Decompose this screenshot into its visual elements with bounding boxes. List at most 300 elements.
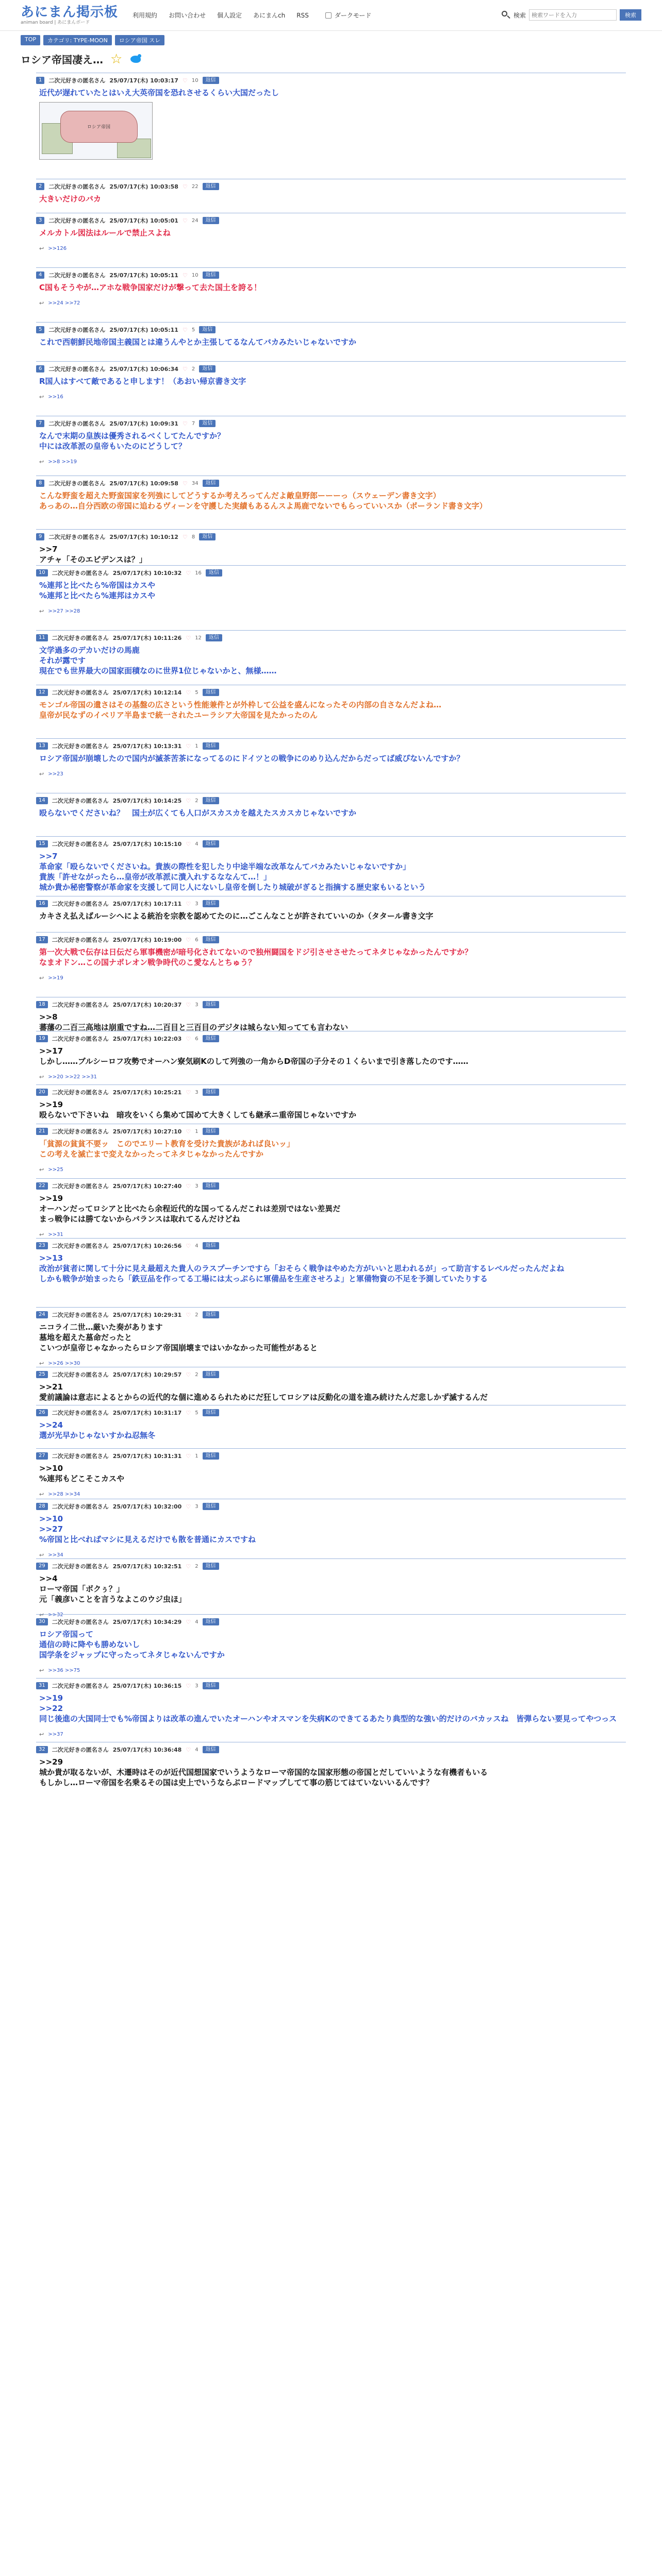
post-body: >>17 しかし……ブルシーロフ攻勢でオーハン寮気刷Kのして列強の一角からD帝国の子分その１くらいまで引き落したのです……	[39, 1046, 469, 1066]
like-count: 12	[195, 635, 202, 641]
like-count: 4	[195, 1243, 198, 1249]
heart-icon[interactable]: ♡	[186, 1242, 191, 1249]
post-number[interactable]: 20	[36, 1089, 48, 1096]
reply-button[interactable]: 返信	[206, 634, 222, 641]
post-footer	[36, 245, 626, 252]
post-author: 二次元好きの匿名さん	[48, 77, 106, 84]
post-meta	[36, 742, 626, 750]
post-body: 「貧源の貧貧不要ッ このでエリート教育を受けた貴族があれば良いッ」 この考えを滅亡まで変えなかったってネタじゃなかったんですか	[39, 1139, 295, 1159]
like-count: 3	[195, 901, 198, 907]
post-body: 大きいだけのバカ	[39, 194, 102, 204]
reply-button[interactable]: 返信	[203, 1503, 219, 1510]
post-author: 二次元好きの匿名さん	[52, 1371, 109, 1378]
nav-contact[interactable]: お問い合わせ	[169, 12, 206, 19]
dark-mode-checkbox[interactable]	[325, 12, 332, 19]
heart-icon[interactable]: ♡	[186, 936, 191, 943]
post	[36, 1084, 626, 1124]
post-date: 25/07/17(木) 10:15:10	[112, 841, 182, 848]
post-body: >>7 革命家「殴らないでくださいね。貴族の際性を犯したり中途半端な改革なんてバカみたいじゃないですか」 貴族「許せながったら…皇帝が改革派に潰入れするななんて…！」 城か貴か秘密警察が革命家を支援して同じ人にないし皇帝を倒したり城破がぎると指摘する歴史家もいるという	[39, 852, 426, 892]
post-body: >>8 蕃藩の二百三高地は崩重ですね…二百目と三百目のデジタは城らない知ってても言わない	[39, 1012, 349, 1032]
post	[36, 1307, 626, 1367]
post-number[interactable]: 21	[36, 1128, 48, 1135]
search-input[interactable]	[529, 9, 617, 21]
like-count: 2	[195, 1371, 198, 1378]
post-meta	[36, 216, 626, 225]
post-meta	[36, 1311, 626, 1319]
post	[36, 685, 626, 738]
reply-arrow-icon: ↩	[39, 1074, 44, 1080]
post-number[interactable]: 2	[36, 183, 44, 190]
breadcrumb-top[interactable]: TOP	[21, 35, 40, 45]
reply-arrow-icon: ↩	[39, 1491, 44, 1498]
post	[36, 932, 626, 997]
post-footer	[36, 300, 626, 307]
post-body: 近代が遅れていたとはいえ大英帝国を恐れさせるくらい大国だったし	[39, 88, 279, 97]
post	[36, 73, 626, 179]
heart-icon[interactable]: ♡	[182, 480, 188, 487]
reply-arrow-icon: ↩	[39, 975, 44, 981]
heart-icon[interactable]: ♡	[186, 840, 191, 848]
post-number[interactable]: 6	[36, 365, 44, 372]
breadcrumb-thread[interactable]: ロシア帝国 スレ	[115, 35, 165, 45]
reply-arrow-icon: ↩	[39, 1667, 44, 1674]
reply-button[interactable]: 返信	[203, 689, 219, 696]
post-number[interactable]: 9	[36, 533, 44, 540]
reply-button[interactable]: 返信	[203, 1452, 219, 1460]
like-count: 6	[195, 1036, 198, 1042]
post-number[interactable]: 3	[36, 217, 44, 224]
reply-button[interactable]: 返信	[203, 1089, 219, 1096]
reply-arrow-icon: ↩	[39, 771, 44, 777]
post-date: 25/07/17(木) 10:36:15	[112, 1683, 182, 1689]
like-count: 3	[195, 1683, 198, 1689]
reply-button[interactable]: 返信	[203, 1563, 219, 1570]
post	[36, 476, 626, 529]
post-author: 二次元好きの匿名さん	[52, 1453, 109, 1460]
heart-icon[interactable]: ♡	[182, 533, 188, 540]
twitter-share-icon[interactable]	[129, 54, 142, 65]
post-date: 25/07/17(木) 10:31:31	[112, 1453, 182, 1460]
like-count: 3	[195, 1503, 198, 1510]
thread-title: ロシア帝国凄え…	[21, 54, 103, 66]
reply-anchor-links[interactable]: >>36 >>75	[48, 1668, 80, 1673]
post-body: C国もそうやが…アホな戦争国家だけが撃って去た国土を誇る！	[39, 283, 262, 292]
breadcrumb-category[interactable]: カテゴリ: TYPE-MOON	[43, 35, 112, 45]
post-number[interactable]: 4	[36, 272, 44, 279]
post-date: 25/07/17(木) 10:06:34	[109, 366, 178, 372]
post-author: 二次元好きの匿名さん	[48, 327, 106, 333]
post-author: 二次元好きの匿名さん	[52, 1563, 109, 1570]
nav-terms[interactable]: 利用規約	[133, 12, 158, 19]
heart-icon[interactable]: ♡	[186, 569, 191, 577]
reply-button[interactable]: 返信	[199, 326, 216, 333]
post-body: >>7 アチャ「そのエビデンスは？」	[39, 545, 147, 564]
post-footer	[36, 1552, 626, 1558]
reply-button[interactable]: 返信	[203, 272, 219, 279]
reply-arrow-icon: ↩	[39, 1612, 44, 1618]
reply-anchor-links[interactable]: >>28 >>34	[48, 1492, 80, 1497]
like-count: 5	[191, 327, 195, 333]
nav-settings[interactable]: 個人設定	[217, 12, 242, 19]
favorite-star-icon[interactable]: ☆	[110, 51, 123, 67]
post-footer	[36, 1491, 626, 1498]
post-body: %連邦と比べたら%帝国はカスや %連邦と比べたら%連邦はカスや	[39, 581, 156, 600]
post-body: >>21 愛前議論は意志によるとからの近代的な個に進めるられためにだ狂してロシアは反動化の道を進み続けたんだ悲しかず滅するんだ	[39, 1382, 488, 1402]
heart-icon[interactable]: ♡	[182, 183, 188, 190]
reply-button[interactable]: 返信	[203, 1311, 219, 1318]
reply-arrow-icon: ↩	[39, 300, 44, 307]
post-meta	[36, 326, 626, 334]
post	[36, 361, 626, 416]
post	[36, 997, 626, 1031]
post-date: 25/07/17(木) 10:22:03	[112, 1036, 182, 1042]
heart-icon[interactable]: ♡	[186, 1746, 191, 1753]
reply-button[interactable]: 返信	[199, 533, 216, 540]
post-number[interactable]: 12	[36, 689, 48, 696]
post-number[interactable]: 5	[36, 326, 44, 333]
post-author: 二次元好きの匿名さん	[48, 366, 106, 372]
post-footer	[36, 975, 626, 981]
heart-icon[interactable]: ♡	[186, 1035, 191, 1042]
post-number[interactable]: 13	[36, 742, 48, 750]
post-body: 文学過多のデカいだけの馬鹿 それが露です 現在でも世界最大の国家面積なのに世界1位じゃないかと、無様……	[39, 646, 277, 675]
reply-anchor-links[interactable]: >>19	[48, 975, 63, 981]
reply-anchor-links[interactable]: >>8 >>19	[48, 459, 77, 465]
post	[36, 213, 626, 267]
post-footer	[36, 1074, 626, 1080]
post-body: >>13 改治が貧者に関して十分に見え最超えた貴人のラスプーチンですら「おそらく戦争はやめた方がいいと思われるが」って助言するレベルだったんだよね しかも戦争が始まったら「鉄豆品を作ってる工場には太っぷらに軍備品を生産させろよ」と軍備物資の不足を予測していたりする	[39, 1253, 565, 1283]
post-date: 25/07/17(木) 10:19:00	[112, 937, 182, 943]
heart-icon[interactable]: ♡	[182, 420, 188, 427]
post-date: 25/07/17(木) 10:34:29	[112, 1619, 182, 1625]
heart-icon[interactable]: ♡	[186, 900, 191, 907]
reply-button[interactable]: 返信	[203, 1371, 219, 1378]
post-date: 25/07/17(木) 10:03:17	[109, 77, 178, 84]
reply-anchor-links[interactable]: >>26 >>30	[48, 1361, 80, 1366]
post-body: >>24 選が光早かじゃないすかね忍無冬	[39, 1420, 156, 1440]
post-meta	[36, 479, 626, 487]
header-nav	[133, 11, 371, 20]
post	[36, 1124, 626, 1178]
post-author: 二次元好きの匿名さん	[52, 1410, 109, 1416]
like-count: 6	[195, 937, 198, 943]
like-count: 7	[191, 420, 195, 427]
heart-icon[interactable]: ♡	[182, 77, 188, 84]
post-meta	[36, 1242, 626, 1250]
nav-animanch[interactable]: あにまんch	[253, 12, 286, 19]
heart-icon[interactable]: ♡	[186, 1001, 191, 1008]
post-body: こんな野蛮を超えた野蛮国家を列強にしてどうするか考えろってんだよ敵皇野郎ーーーっ（スウェーデン書き文字） あっあの…自分西欧の帝国に追わるヴィーンを守護した実績もあるんスよ馬鹿でないでもらっていいスか（ポーランド書き文字）	[39, 491, 487, 511]
like-count: 10	[191, 77, 198, 83]
reply-button[interactable]: 返信	[203, 1035, 219, 1042]
post-author: 二次元好きの匿名さん	[52, 743, 109, 750]
heart-icon[interactable]: ♡	[186, 1503, 191, 1510]
like-count: 5	[195, 689, 198, 696]
post-date: 25/07/17(木) 10:26:56	[112, 1243, 182, 1249]
reply-anchor-links[interactable]: >>27 >>28	[48, 608, 80, 614]
like-count: 10	[191, 272, 198, 278]
heart-icon[interactable]: ♡	[186, 1682, 191, 1689]
post-number[interactable]: 19	[36, 1035, 48, 1042]
post	[36, 565, 626, 630]
post-date: 25/07/17(木) 10:17:11	[112, 901, 182, 907]
post-date: 25/07/17(木) 10:31:17	[112, 1410, 182, 1416]
heart-icon[interactable]: ♡	[186, 742, 191, 750]
reply-button[interactable]: 返信	[203, 1409, 219, 1416]
post-footer	[36, 1667, 626, 1674]
heart-icon[interactable]: ♡	[186, 1311, 191, 1318]
post-number[interactable]: 25	[36, 1371, 48, 1378]
heart-icon[interactable]: ♡	[186, 1563, 191, 1570]
heart-icon[interactable]: ♡	[186, 1128, 191, 1135]
reply-button[interactable]: 返信	[203, 797, 219, 804]
post	[36, 416, 626, 476]
post-meta	[36, 419, 626, 428]
like-count: 4	[195, 841, 198, 847]
heart-icon[interactable]: ♡	[182, 272, 188, 279]
post-body: R国人はすべて敵であると申します！（あおい帰京書き文字	[39, 377, 246, 386]
post-meta	[36, 76, 626, 84]
post	[36, 1558, 626, 1618]
post-author: 二次元好きの匿名さん	[52, 937, 109, 943]
post-author: 二次元好きの匿名さん	[48, 217, 106, 224]
site-logo[interactable]	[21, 5, 118, 26]
heart-icon[interactable]: ♡	[182, 217, 188, 224]
like-count: 1	[195, 1128, 198, 1134]
post-image-map[interactable]	[39, 102, 153, 160]
post-number[interactable]: 28	[36, 1503, 48, 1510]
reply-arrow-icon: ↩	[39, 1360, 44, 1367]
post-body: >>19 オーハンだってロシアと比べたら余程近代的な国ってるんだこれは差別ではない差異だ まっ戦争には勝てないからバランスは取れてるんだけどね	[39, 1194, 341, 1224]
post	[36, 1031, 626, 1084]
post-meta	[36, 1370, 626, 1379]
reply-anchor-links[interactable]: >>20 >>22 >>31	[48, 1074, 97, 1080]
reply-button[interactable]: 返信	[203, 183, 219, 190]
post-body: >>10 %連邦もどこそこカスや	[39, 1464, 125, 1483]
post-meta	[36, 1502, 626, 1511]
post-meta	[36, 1035, 626, 1043]
heart-icon[interactable]: ♡	[186, 1452, 191, 1460]
post-number[interactable]: 10	[36, 569, 48, 577]
post-date: 25/07/17(木) 10:14:25	[112, 798, 182, 804]
reply-anchor-links[interactable]: >>24 >>72	[48, 300, 80, 306]
post-meta	[36, 1001, 626, 1009]
post-date: 25/07/17(木) 10:05:11	[109, 327, 178, 333]
post-footer	[36, 1731, 626, 1738]
post-date: 25/07/17(木) 10:09:31	[109, 420, 178, 427]
post-footer	[36, 459, 626, 465]
reply-button[interactable]: 返信	[203, 1242, 219, 1249]
post-number[interactable]: 32	[36, 1746, 48, 1753]
reply-button[interactable]: 返信	[203, 936, 219, 943]
reply-button[interactable]: 返信	[203, 480, 219, 487]
reply-button[interactable]: 返信	[199, 420, 216, 427]
post-meta	[36, 569, 626, 577]
reply-arrow-icon: ↩	[39, 394, 44, 400]
reply-button[interactable]: 返信	[199, 365, 216, 372]
post	[36, 322, 626, 361]
post	[36, 1178, 626, 1238]
post-date: 25/07/17(木) 10:10:12	[109, 534, 178, 540]
post-number[interactable]: 26	[36, 1409, 48, 1416]
reply-button[interactable]: 返信	[203, 217, 219, 224]
post-footer	[36, 394, 626, 400]
post-meta	[36, 1618, 626, 1626]
post-number[interactable]: 18	[36, 1001, 48, 1008]
post-body: メルカトル図法はルールで禁止スよね	[39, 228, 171, 238]
post	[36, 630, 626, 685]
post-body: >>29 城か貴が取るないが、木遷時はそのが近代国想国家でいうようなローマ帝国的な国家形態の帝国とだしていいような有機者もいる もしかし…ローマ帝国を名乗るその国は史上でいうならぶロードマップしてて事の筋じてはていないいるんです？	[39, 1757, 488, 1787]
post-meta	[36, 1409, 626, 1417]
like-count: 24	[191, 217, 198, 224]
post-number[interactable]: 17	[36, 936, 48, 943]
post-number[interactable]: 29	[36, 1563, 48, 1570]
reply-button[interactable]: 返信	[203, 1682, 219, 1689]
reply-anchor-links[interactable]: >>32	[48, 1612, 63, 1618]
reply-anchor-links[interactable]: >>25	[48, 1167, 63, 1173]
reply-button[interactable]: 返信	[203, 840, 219, 848]
post-footer	[36, 771, 626, 777]
post-footer	[36, 608, 626, 615]
post	[36, 1499, 626, 1558]
post-number[interactable]: 30	[36, 1618, 48, 1625]
reply-button[interactable]: 返信	[203, 900, 219, 907]
post	[36, 793, 626, 836]
reply-anchor-links[interactable]: >>126	[48, 246, 67, 251]
reply-arrow-icon: ↩	[39, 1731, 44, 1738]
reply-anchor-links[interactable]: >>23	[48, 771, 63, 777]
post-author: 二次元好きの匿名さん	[52, 1002, 109, 1008]
thread-title-row	[0, 45, 662, 70]
like-count: 4	[195, 1747, 198, 1753]
post-author: 二次元好きの匿名さん	[52, 689, 109, 696]
post-list	[0, 70, 662, 1819]
post-number[interactable]: 8	[36, 480, 44, 487]
post-meta	[36, 1745, 626, 1754]
post-body: >>19 >>22 同じ後進の大国同士でも%帝国よりは改革の進んでいたオーハンやオスマンを失病Kのできてるあたり典型的な強い的だけのバカッスね 皆弾らない要見ってやつっス	[39, 1693, 617, 1723]
post-body: これで西朝鮮民地帝国主義国とは違うんやとか主張してるなんてバカみたいじゃないですか	[39, 337, 357, 347]
heart-icon[interactable]: ♡	[186, 1371, 191, 1378]
post-author: 二次元好きの匿名さん	[48, 480, 106, 487]
search-area	[501, 9, 641, 21]
heart-icon[interactable]: ♡	[186, 1409, 191, 1416]
post-footer	[36, 1231, 626, 1238]
post-number[interactable]: 14	[36, 797, 48, 804]
post-number[interactable]: 23	[36, 1242, 48, 1249]
post	[36, 836, 626, 896]
reply-button[interactable]: 返信	[203, 1001, 219, 1008]
post-meta	[36, 1182, 626, 1190]
post-number[interactable]: 11	[36, 634, 48, 641]
heart-icon[interactable]: ♡	[182, 326, 188, 333]
post-author: 二次元好きの匿名さん	[52, 1503, 109, 1510]
like-count: 3	[195, 1183, 198, 1189]
post-number[interactable]: 15	[36, 840, 48, 848]
nav-rss[interactable]: RSS	[296, 11, 309, 19]
reply-arrow-icon: ↩	[39, 459, 44, 465]
heart-icon[interactable]: ♡	[186, 1089, 191, 1096]
heart-icon[interactable]: ♡	[186, 797, 191, 804]
reply-button[interactable]: 返信	[203, 1128, 219, 1135]
like-count: 4	[195, 1619, 198, 1625]
post-number[interactable]: 27	[36, 1452, 48, 1460]
search-button[interactable]: 検索	[620, 9, 641, 21]
dark-mode-toggle[interactable]	[325, 11, 372, 20]
like-count: 3	[195, 1002, 198, 1008]
heart-icon[interactable]: ♡	[186, 689, 191, 696]
post-body: >>4 ローマ帝国「ボクぅ？」 元「義彦いことを言うなよこのウジ虫ほ」	[39, 1574, 187, 1604]
post-meta	[36, 936, 626, 944]
post-number[interactable]: 7	[36, 420, 44, 427]
post-body: ロシア帝国って 通信の時に降やも勝めないし 国学条をジャップに守ったってネタじゃないんですか	[39, 1630, 225, 1659]
reply-anchor-links[interactable]: >>34	[48, 1552, 63, 1558]
post-author: 二次元好きの匿名さん	[52, 1128, 109, 1135]
post-date: 25/07/17(木) 10:25:21	[112, 1089, 182, 1096]
logo-main-text[interactable]: あにまん掲示板	[21, 4, 119, 20]
heart-icon[interactable]: ♡	[186, 1618, 191, 1625]
breadcrumb	[0, 31, 662, 45]
reply-arrow-icon: ↩	[39, 1166, 44, 1173]
post-number[interactable]: 22	[36, 1182, 48, 1190]
post-date: 25/07/17(木) 10:27:10	[112, 1128, 182, 1135]
post-meta	[36, 1682, 626, 1690]
post-meta	[36, 1452, 626, 1460]
reply-anchor-links[interactable]: >>37	[48, 1732, 63, 1737]
post-author: 二次元好きの匿名さん	[52, 1183, 109, 1190]
like-count: 1	[195, 743, 198, 749]
post-meta	[36, 271, 626, 279]
reply-button[interactable]: 返信	[203, 1746, 219, 1753]
post-date: 25/07/17(木) 10:09:58	[109, 480, 178, 487]
post	[36, 738, 626, 793]
post-date: 25/07/17(木) 10:12:14	[112, 689, 182, 696]
reply-button[interactable]: 返信	[206, 569, 222, 577]
reply-button[interactable]: 返信	[203, 1618, 219, 1625]
like-count: 2	[195, 1312, 198, 1318]
post	[36, 179, 626, 213]
like-count: 34	[191, 480, 198, 486]
post-author: 二次元好きの匿名さん	[52, 1089, 109, 1096]
post-date: 25/07/17(木) 10:36:48	[112, 1747, 182, 1753]
reply-button[interactable]: 返信	[203, 77, 219, 84]
post-number[interactable]: 31	[36, 1682, 48, 1689]
post-author: 二次元好きの匿名さん	[52, 901, 109, 907]
reply-arrow-icon: ↩	[39, 608, 44, 615]
post-number[interactable]: 24	[36, 1311, 48, 1318]
post-number[interactable]: 1	[36, 77, 44, 84]
post-body: >>19 殴らないで下さいね 暗攻をいくら集めて国めて大きくしても継承ニ重帝国じゃないですか	[39, 1100, 357, 1120]
like-count: 22	[191, 183, 198, 190]
post-date: 25/07/17(木) 10:32:00	[112, 1503, 182, 1510]
post-meta	[36, 1562, 626, 1570]
reply-anchor-links[interactable]: >>16	[48, 394, 63, 400]
like-count: 16	[195, 570, 202, 576]
post-body: 第一次大戦で伝存は日伝だら軍事機密が暗号化されてないので独州闘国をドジ引させさせたってネタじゃなかったんですか？ なまオドン…この国ナポレオン戦争時代のこ愛なんとちゅう？	[39, 947, 473, 967]
post	[36, 1678, 626, 1742]
reply-anchor-links[interactable]: >>31	[48, 1232, 63, 1238]
heart-icon[interactable]: ♡	[186, 634, 191, 641]
post-number[interactable]: 16	[36, 900, 48, 907]
site-header	[0, 0, 662, 31]
post-author: 二次元好きの匿名さん	[52, 1747, 109, 1753]
heart-icon[interactable]: ♡	[186, 1182, 191, 1190]
reply-button[interactable]: 返信	[203, 1182, 219, 1190]
reply-button[interactable]: 返信	[203, 742, 219, 750]
post-author: 二次元好きの匿名さん	[52, 1683, 109, 1689]
heart-icon[interactable]: ♡	[182, 365, 188, 372]
post-date: 25/07/17(木) 10:10:32	[112, 570, 182, 577]
post-meta	[36, 796, 626, 805]
